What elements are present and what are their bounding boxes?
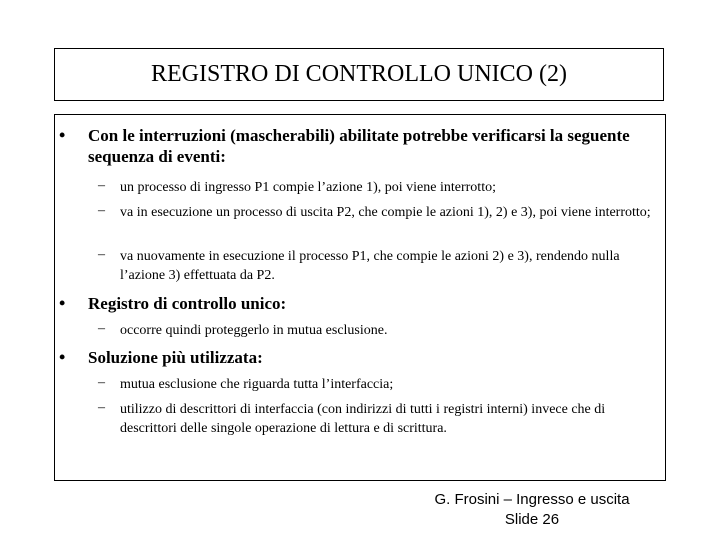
dash-marker: –: [98, 247, 105, 262]
bullet-text: Soluzione più utilizzata:: [88, 348, 263, 367]
dash-marker: –: [98, 203, 105, 218]
sub-text: un processo di ingresso P1 compie l’azione 1), poi viene interrotto;: [120, 180, 496, 195]
slide-number: Slide 26: [504, 511, 560, 528]
title-box: [54, 48, 664, 101]
content-box: [54, 114, 666, 481]
bullet-marker: •: [59, 125, 66, 145]
dash-marker: –: [98, 400, 105, 415]
sub-text: utilizzo di descrittori di interfaccia (con indirizzi di tutti i registri interni) invece che di descrittori delle singole operazione di lettura e di scrittura.: [120, 402, 606, 436]
slide-footer: [412, 490, 652, 530]
bullet-text: Con le interruzioni (mascherabili) abilitate potrebbe verificarsi la seguente sequenza di eventi:: [88, 126, 630, 166]
sub-text: mutua esclusione che riguarda tutta l’interfaccia;: [120, 377, 394, 392]
sub-text: va nuovamente in esecuzione il processo P1, che compie le azioni 2) e 3), rendendo nulla l’azione 3) effettuata da P2.: [120, 249, 620, 283]
footer-author: G. Frosini – Ingresso e uscita: [434, 491, 630, 508]
dash-marker: –: [98, 178, 105, 193]
sub-text: va in esecuzione un processo di uscita P2, che compie le azioni 1), 2) e 3), poi viene interrotto;: [120, 205, 651, 220]
bullet-text: Registro di controllo unico:: [88, 294, 287, 313]
dash-marker: –: [98, 321, 105, 336]
dash-marker: –: [98, 375, 105, 390]
bullet-marker: •: [59, 293, 66, 313]
bullet-marker: •: [59, 347, 66, 367]
sub-text: occorre quindi proteggerlo in mutua esclusione.: [120, 323, 388, 338]
slide-title: REGISTRO DI CONTROLLO UNICO (2): [151, 61, 567, 87]
